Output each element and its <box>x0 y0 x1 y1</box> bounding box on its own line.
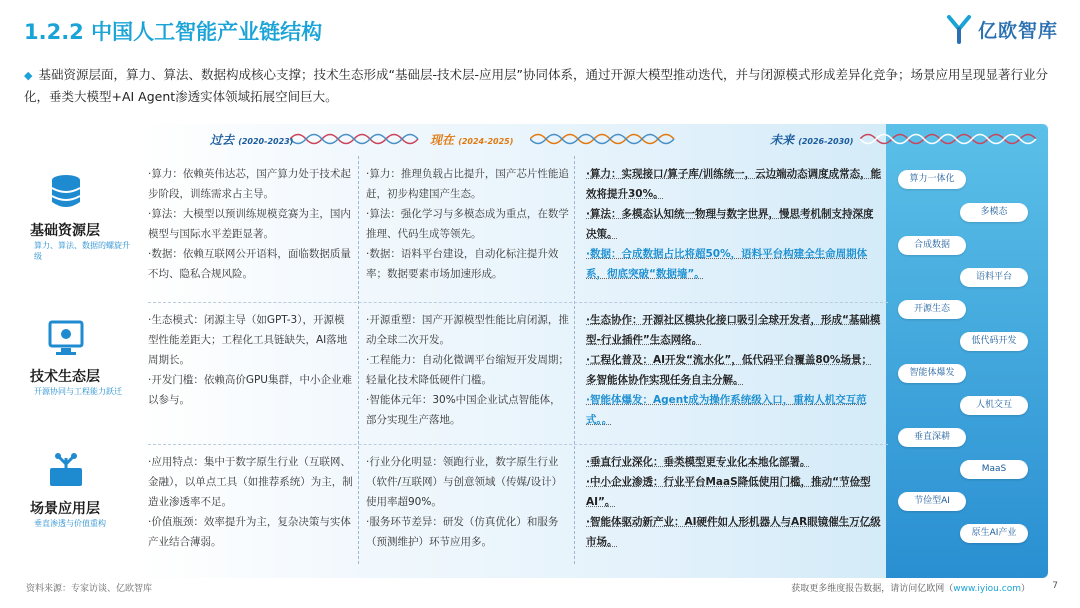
cell-item: ·算法：大模型以预训练规模竞赛为主，国内模型与国际水平差距显著。 <box>148 208 351 240</box>
cell-item: ·数据：依赖互联网公开语料，面临数据质量不均、隐私合规风险。 <box>148 248 351 280</box>
diamond-bullet-icon: ◆ <box>24 69 33 82</box>
page-title: 1.2.2 中国人工智能产业链结构 <box>24 20 323 44</box>
dna-helix-icon <box>290 130 425 148</box>
cell-item: ·应用特点：集中于数字原生行业（互联网、金融），以单点工具（如推荐系统）为主，制造业渗透率不足。 <box>148 456 353 508</box>
layer-subtitle: 垂直渗透与价值重构 <box>34 519 106 528</box>
layer-name: 场景应用层 <box>30 501 100 517</box>
cell-foundation-past <box>148 164 353 284</box>
monitor-icon <box>46 318 86 358</box>
cell-application-future <box>586 452 882 552</box>
era-now <box>430 131 513 148</box>
keyword-tag: 原生AI产业 <box>960 524 1028 543</box>
cell-item: ·算法：强化学习与多模态成为重点，在数学推理、代码生成等领先。 <box>366 208 569 240</box>
cell-item: ·中小企业渗透：行业平台MaaS降低使用门槛，推动“节俭型AI”。 <box>586 476 871 508</box>
logo <box>946 14 1058 44</box>
dna-helix-icon <box>860 130 1040 148</box>
era-future <box>770 131 853 148</box>
footer-cta <box>791 581 1030 594</box>
cell-item: ·生态协作：开源社区模块化接口吸引全球开发者，形成“基础模型-行业插件”生态网络。 <box>586 314 881 346</box>
layer-name: 技术生态层 <box>30 369 100 385</box>
keyword-tag: 多模态 <box>960 203 1028 222</box>
layer-tech-ecosystem <box>22 318 134 397</box>
era-label: 过去 <box>210 133 235 147</box>
database-icon <box>46 172 86 212</box>
page-number: 7 <box>1052 581 1058 591</box>
cell-ecosystem-now <box>366 310 570 430</box>
yiou-logo-icon <box>946 14 972 44</box>
layer-foundation <box>22 172 134 262</box>
keyword-tag: 智能体爆发 <box>898 364 966 383</box>
era-years: (2024-2025) <box>458 137 514 146</box>
tree-network-icon <box>46 450 86 490</box>
cell-item: ·垂直行业深化：垂类模型更专业化本地化部署。 <box>586 456 811 468</box>
keyword-tag: 语料平台 <box>960 268 1028 287</box>
cell-foundation-now <box>366 164 570 284</box>
layer-subtitle: 算力、算法、数据的螺旋升级 <box>34 241 130 261</box>
cell-item: ·智能体爆发：Agent成为操作系统级入口，重构人机交互范式。。 <box>586 394 867 426</box>
intro-paragraph <box>24 64 1054 107</box>
dna-helix-icon <box>530 130 685 148</box>
cell-item: ·算力：推理负载占比提升，国产芯片性能追赶，初步构建国产生态。 <box>366 168 569 200</box>
source-note: 资料来源：专家访谈、亿欧智库 <box>26 584 153 594</box>
cell-ecosystem-future <box>586 310 882 430</box>
keyword-tag: 垂直深耕 <box>898 428 966 447</box>
cell-item: ·开源重塑：国产开源模型性能比肩闭源，推动全球二次开发。 <box>366 314 569 346</box>
era-years: (2026-2030) <box>798 137 854 146</box>
cell-item: ·算力：依赖英伟达芯，国产算力处于技术起步阶段，训练需求占主导。 <box>148 168 351 200</box>
era-label: 现在 <box>430 133 455 147</box>
intro-text: 基础资源层面，算力、算法、数据构成核心支撑；技术生态形成“基础层-技术层-应用层”协同体系，通过开源大模型推动迭代，并与闭源模式形成差异化竞争；场景应用呈现显著行业分化，垂类大模型+AI Agent渗透实体领域拓展空间巨大。 <box>24 67 1048 104</box>
column-divider <box>358 156 359 564</box>
keyword-tag: 开源生态 <box>898 300 966 319</box>
cell-item: ·行业分化明显：领跑行业，数字原生行业（软件/互联网）与创意领域（传媒/设计）使用率超90%。 <box>366 456 563 508</box>
keyword-tag: 合成数据 <box>898 236 966 255</box>
layer-name: 基础资源层 <box>30 223 100 239</box>
cell-item: ·数据：语料平台建设，自动化标注提升效率；数据要素市场加速形成。 <box>366 248 559 280</box>
cell-item: ·开发门槛：依赖高价GPU集群，中小企业难以参与。 <box>148 374 352 406</box>
logo-text: 亿欧智库 <box>977 19 1058 42</box>
cell-item: ·工程化普及：AI开发“流水化”，低代码平台覆盖80%场景；多智能体协作实现任务自主分解。 <box>586 354 872 386</box>
era-years: (2020-2023) <box>238 137 294 146</box>
cell-foundation-future <box>586 164 882 284</box>
keyword-tag: 节俭型AI <box>898 492 966 511</box>
footer-link[interactable]: www.iyiou.com <box>953 584 1021 594</box>
row-divider <box>148 444 888 445</box>
cell-ecosystem-past <box>148 310 353 410</box>
keyword-tag: 低代码开发 <box>960 332 1028 351</box>
keyword-tag: MaaS <box>960 460 1028 479</box>
row-divider <box>148 302 888 303</box>
cell-item: ·智能体元年：30%中国企业试点智能体，部分实现生产落地。 <box>366 394 561 426</box>
era-label: 未来 <box>770 133 795 147</box>
cell-item: ·数据：合成数据占比将超50%，语料平台构建全生命周期体系，彻底突破“数据墙”。 <box>586 248 868 280</box>
cell-item: ·智能体驱动新产业：AI硬件如人形机器人与AR眼镜催生万亿级市场。 <box>586 516 881 548</box>
keyword-tag: 算力一体化 <box>898 170 966 189</box>
footer-cta-text: 获取更多维度报告数据，请访问亿欧网（ <box>791 584 954 594</box>
layer-application <box>22 450 134 529</box>
cell-item: ·服务环节差异：研发（仿真优化）和服务（预测维护）环节应用多。 <box>366 516 559 548</box>
cell-item: ·工程能力：自动化微调平台缩短开发周期；轻量化技术降低硬件门槛。 <box>366 354 569 386</box>
column-divider <box>574 156 575 564</box>
cell-item: ·算法：多模态认知统一物理与数字世界，慢思考机制支持深度决策。 <box>586 208 874 240</box>
cell-item: ·价值瓶颈：效率提升为主，复杂决策与实体产业结合薄弱。 <box>148 516 351 548</box>
footer-cta-end: ） <box>1020 584 1030 594</box>
cell-item: ·算力：实现接口/算子库/训练统一，云边端动态调度成常态，能效将提升30%。 <box>586 168 882 200</box>
keyword-tag: 人机交互 <box>960 396 1028 415</box>
cell-item: ·生态模式：闭源主导（如GPT-3），开源模型性能差距大；工程化工具链缺失，AI落地周期长。 <box>148 314 348 366</box>
era-past <box>210 131 293 148</box>
cell-application-now <box>366 452 570 552</box>
layer-subtitle: 开源协同与工程能力跃迁 <box>34 387 122 396</box>
cell-application-past <box>148 452 353 552</box>
